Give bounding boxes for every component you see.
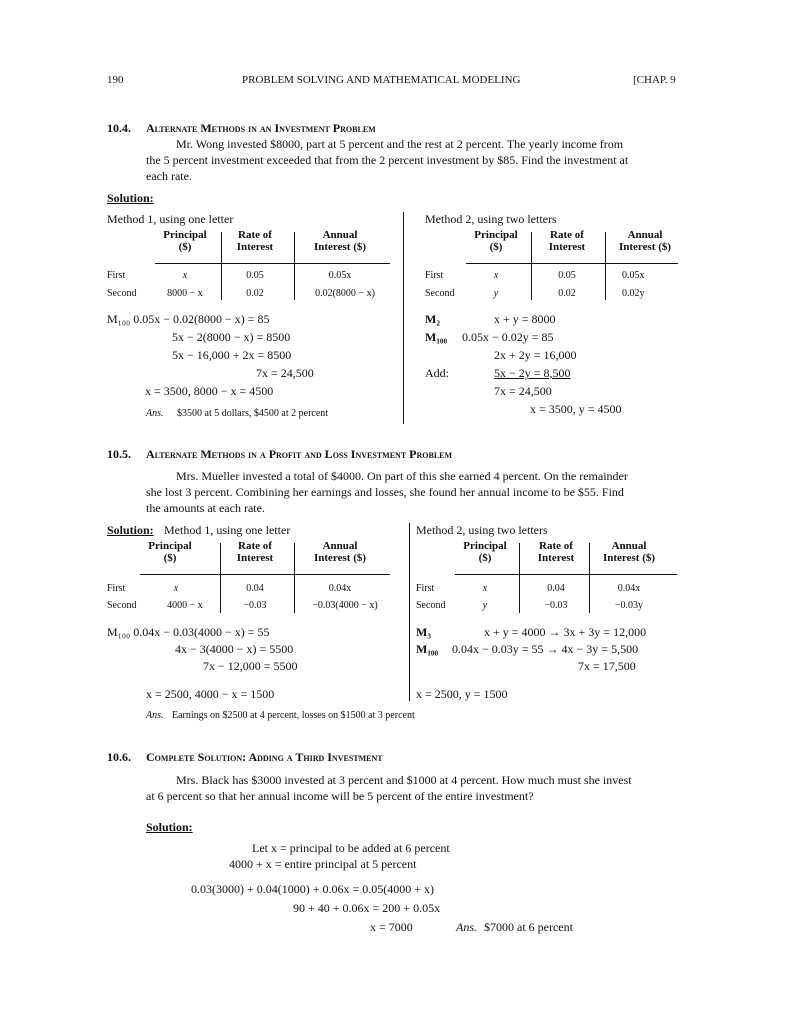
add-label: Add: <box>425 366 449 380</box>
problem-line: at 6 percent so that her annual income will be 5 percent of the entire investment? <box>146 789 534 803</box>
problem-number: 10.5. <box>107 447 131 461</box>
problem-line: Mr. Wong invested $8000, part at 5 percent and the rest at 2 percent. The yearly income from <box>176 137 624 151</box>
annual-cell: −0.03(4000 − x) <box>312 600 378 611</box>
col-rate-header: Rate of Interest <box>236 540 274 564</box>
equation-line: 7x − 12,000 = 5500 <box>203 659 298 673</box>
equation-line: x = 2500, 4000 − x = 1500 <box>146 687 275 701</box>
row-label: Second <box>107 288 137 299</box>
col-rate-header: Rate of Interest <box>236 229 274 253</box>
solution-label: Solution: <box>146 820 193 834</box>
answer-text: Earnings on $2500 at 4 percent, losses on $1500 at 3 percent <box>172 710 415 721</box>
problem-line: each rate. <box>146 169 192 183</box>
equation-line: M₁₀₀ 0.05x − 0.02(8000 − x) = 85 <box>107 312 270 326</box>
solution-label: Solution: <box>107 523 154 537</box>
equation-line: Let x = principal to be added at 6 percent <box>252 841 450 855</box>
equation-line: 7x = 24,500 <box>494 384 552 398</box>
equation-label: M₃ <box>416 625 431 639</box>
running-title: PROBLEM SOLVING AND MATHEMATICAL MODELING <box>242 74 521 86</box>
equation-line: 0.05x − 0.02y = 85 <box>462 330 554 344</box>
equation-line: 2x + 2y = 16,000 <box>494 348 577 362</box>
equation-label: M₁₀₀ <box>416 642 439 656</box>
equation-line: x + y = 8000 <box>494 312 556 326</box>
equation-line: 5x − 16,000 + 2x = 8500 <box>172 348 292 362</box>
col-principal-header: Principal ($) <box>163 229 207 253</box>
problem-line: the 5 percent investment exceeded that from the 2 percent investment by $85. Find the investment at <box>146 153 629 167</box>
col-principal-header: Principal ($) <box>148 540 192 564</box>
problem-title: Complete Solution: Adding a Third Investment <box>146 750 383 764</box>
problem-line: Mrs. Black has $3000 invested at 3 percent and $1000 at 4 percent. How much must she invest <box>176 773 632 787</box>
principal-cell: x <box>482 583 488 594</box>
equation-line: x = 2500, y = 1500 <box>416 687 508 701</box>
problem-text <box>146 136 686 184</box>
equation-line: 5x − 2y = 8,500 <box>494 366 571 380</box>
row-label: First <box>425 270 444 281</box>
col-principal-header: Principal ($) <box>463 540 507 564</box>
col-annual-header: Annual Interest ($) <box>618 229 672 253</box>
col-rate-header: Rate of Interest <box>537 540 575 564</box>
rate-cell: 0.04 <box>246 583 264 594</box>
problem-text <box>146 772 686 804</box>
equation-line: 7x = 24,500 <box>256 366 314 380</box>
rate-cell: 0.02 <box>246 288 264 299</box>
principal-cell: x <box>182 270 188 281</box>
annual-cell: 0.05x <box>622 270 645 281</box>
solution-label: Solution: <box>107 191 154 205</box>
answer-label: Ans. <box>456 920 477 934</box>
method1-heading: Method 1, using one letter <box>164 523 291 537</box>
answer-text: $3500 at 5 dollars, $4500 at 2 percent <box>177 408 329 419</box>
rate-cell: 0.05 <box>558 270 576 281</box>
problem-line: Mrs. Mueller invested a total of $4000. On part of this she earned 4 percent. On the remainder <box>176 469 628 483</box>
equation-label: M₁₀₀ <box>425 330 448 344</box>
problem-line: she lost 3 percent. Combining her earnings and losses, she found her annual income to be $55. Find <box>146 485 624 499</box>
problem-title: Alternate Methods in an Investment Problem <box>146 121 376 135</box>
principal-cell: x <box>173 583 179 594</box>
equation-line: 4x − 3(4000 − x) = 5500 <box>175 642 294 656</box>
problem-text <box>146 468 686 516</box>
equation-line: 0.04x − 0.03y = 55 → 4x − 3y = 5,500 <box>452 642 639 656</box>
col-annual-header: Annual Interest ($) <box>602 540 656 564</box>
col-rate-header: Rate of Interest <box>548 229 586 253</box>
problem-line: the amounts at each rate. <box>146 501 265 515</box>
chapter-label: [CHAP. 9 <box>633 74 676 86</box>
method1-heading: Method 1, using one letter <box>107 212 234 226</box>
row-label: First <box>107 270 126 281</box>
col-principal-header: Principal ($) <box>474 229 518 253</box>
annual-cell: −0.03y <box>614 600 644 611</box>
annual-cell: 0.04x <box>328 583 352 594</box>
rate-cell: 0.05 <box>246 270 264 281</box>
rate-cell: −0.03 <box>243 600 267 611</box>
equation-line: x = 3500, 8000 − x = 4500 <box>145 384 274 398</box>
rate-cell: 0.04 <box>547 583 565 594</box>
problem-number: 10.4. <box>107 121 131 135</box>
principal-cell: x <box>493 270 499 281</box>
equation-line: x = 3500, y = 4500 <box>530 402 622 416</box>
principal-cell: y <box>482 600 488 611</box>
equation-line: 7x = 17,500 <box>578 659 636 673</box>
annual-cell: 0.04x <box>617 583 641 594</box>
answer-label: Ans. <box>146 408 164 419</box>
rate-cell: 0.02 <box>558 288 576 299</box>
col-annual-header: Annual Interest ($) <box>313 229 367 253</box>
principal-cell: y <box>493 288 499 299</box>
answer-text: $7000 at 6 percent <box>484 920 573 934</box>
equation-line: 90 + 40 + 0.06x = 200 + 0.05x <box>293 901 441 915</box>
row-label: First <box>107 583 126 594</box>
equation-line: x = 7000 <box>370 920 413 934</box>
row-label: Second <box>425 288 455 299</box>
method2-heading: Method 2, using two letters <box>425 212 557 226</box>
problem-number: 10.6. <box>107 750 131 764</box>
problem-title: Alternate Methods in a Profit and Loss Investment Problem <box>146 447 453 461</box>
equation-line: M₁₀₀ 0.04x − 0.03(4000 − x) = 55 <box>107 625 270 639</box>
equation-line: 4000 + x = entire principal at 5 percent <box>229 857 417 871</box>
principal-cell: 4000 − x <box>167 600 203 611</box>
principal-cell: 8000 − x <box>167 288 203 299</box>
annual-cell: 0.02(8000 − x) <box>315 288 375 299</box>
answer-label: Ans. <box>146 710 164 721</box>
equation-line: 5x − 2(8000 − x) = 8500 <box>172 330 291 344</box>
row-label: First <box>416 583 435 594</box>
annual-cell: 0.02y <box>622 288 645 299</box>
equation-line: 0.03(3000) + 0.04(1000) + 0.06x = 0.05(4000 + x) <box>191 882 435 896</box>
equation-label: M₂ <box>425 312 440 326</box>
rate-cell: −0.03 <box>544 600 568 611</box>
equation-line: x + y = 4000 → 3x + 3y = 12,000 <box>484 625 647 639</box>
page-number: 190 <box>107 74 124 86</box>
col-annual-header: Annual Interest ($) <box>313 540 367 564</box>
row-label: Second <box>107 600 137 611</box>
row-label: Second <box>416 600 446 611</box>
annual-cell: 0.05x <box>328 270 352 281</box>
method2-heading: Method 2, using two letters <box>416 523 548 537</box>
